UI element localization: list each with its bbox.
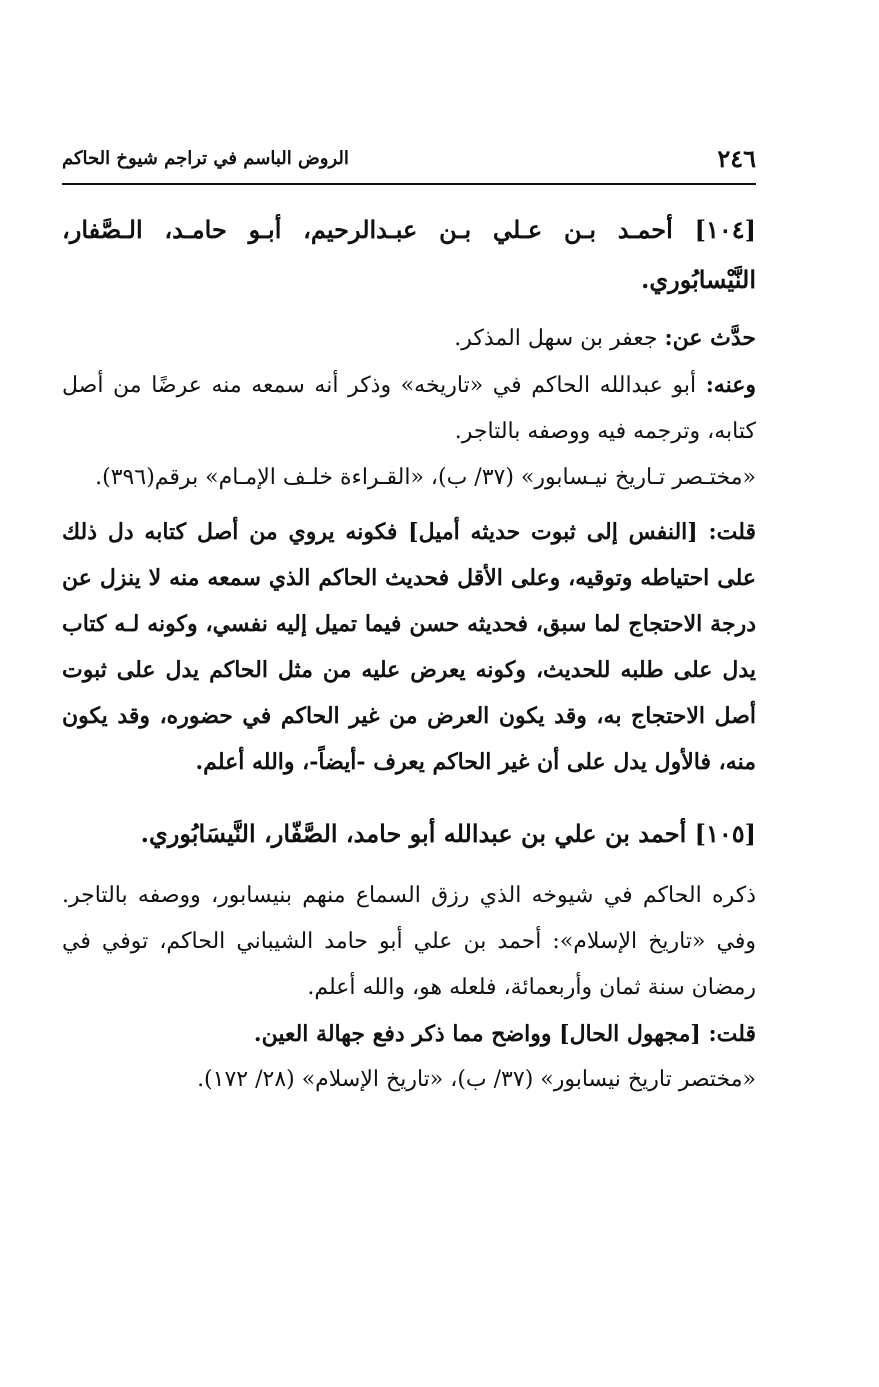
entry-104-narrated-from bbox=[62, 315, 756, 362]
entry-104-from-him bbox=[62, 362, 756, 455]
narrated-from-text: جعفر بن سهل المذكر. bbox=[454, 326, 665, 351]
entry-105-sources: «مختصر تاريخ نيسابور» (٣٧/ ب)، «تاريخ الإسلام» (٢٨/ ١٧٢). bbox=[197, 1067, 756, 1092]
entry-104-note: قلت: [النفس إلى ثبوت حديثه أميل] فكونه يروي من أصل كتابه دل ذلك على احتياطه وتوقيه، وعلى الأقل فحديث الحاكم الذي سمعه منه لا ينزل عن درجة الاحتجاج لما سبق، فحديثه حسن فيما تميل إليه نفسي، وكونه لـه كتاب يدل على طلبه للحديث، وكونه يعرض عليه من مثل الحاكم يدل على ثبوت أصل الاحتجاج به، وقد يكون العرض من غير الحاكم في حضوره، وقد يكون منه، فالأول يدل على أن غير الحاكم يعرف -أيضاً-، والله أعلم. bbox=[62, 519, 756, 775]
entry-105-body: ذكره الحاكم في شيوخه الذي رزق السماع منهم بنيسابور، ووصفه بالتاجر. وفي «تاريخ الإسلام»: أحمد بن علي أبو حامد الشيباني الحاكم، توفي في رمضان سنة ثمان وأربعمائة، فلعله هو، والله أعلم. bbox=[62, 883, 756, 1000]
entry-105-note: قلت: [مجهول الحال] وواضح مما ذكر دفع جهالة العين. bbox=[253, 1021, 756, 1047]
from-him-text: أبو عبدالله الحاكم في «تاريخه» وذكر أنه سمعه منه عرضًا من أصل كتابه، وترجمه فيه ووصفه بالتاجر. bbox=[62, 373, 756, 444]
entry-105-heading: [١٠٥] أحمد بن علي بن عبدالله أبو حامد، الصَّفّار، النَّيسَابُوري. bbox=[140, 819, 756, 848]
header-divider bbox=[62, 183, 756, 185]
page-body bbox=[62, 205, 756, 1103]
page-number: ٢٤٦ bbox=[717, 144, 756, 173]
entry-104-heading: [١٠٤] أحمـد بـن عـلي بـن عبـدالرحيم، أبـو حامـد، الـصَّفار، النَّيْسابُوري. bbox=[62, 215, 756, 294]
narrated-from-label: حدَّث عن: bbox=[664, 325, 756, 351]
page-header bbox=[62, 140, 756, 180]
from-him-label: وعنه: bbox=[705, 372, 756, 398]
entry-104-sources: «مختـصر تـاريخ نيـسابور» (٣٧/ ب)، «القـراءة خلـف الإمـام» برقم(٣٩٦). bbox=[95, 465, 756, 490]
running-title: الروض الباسم في تراجم شيوخ الحاكم bbox=[62, 148, 349, 169]
